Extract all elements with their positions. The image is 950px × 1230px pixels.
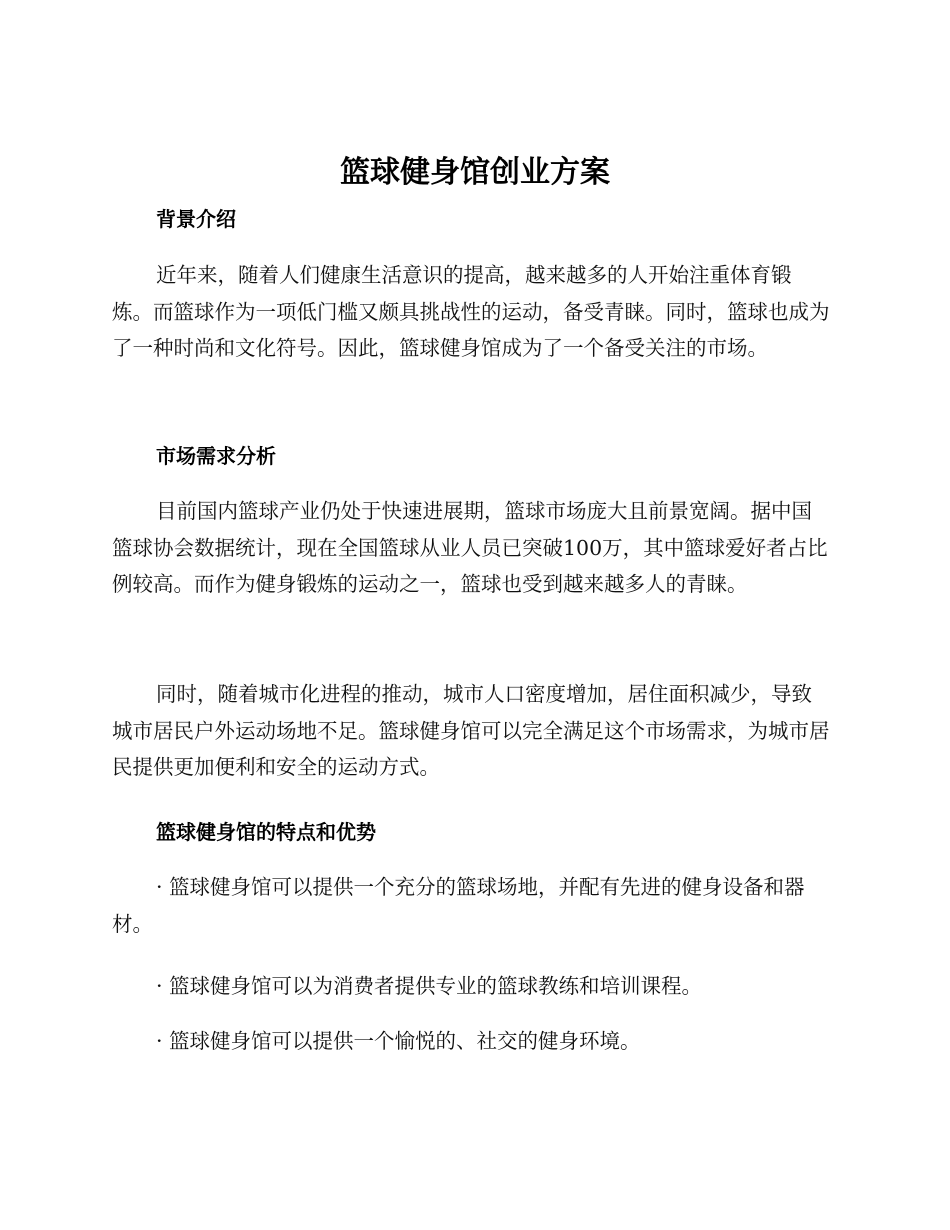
paragraph-market-2: 同时，随着城市化进程的推动，城市人口密度增加，居住面积减少，导致城市居民户外运动场地不足。篮球健身馆可以完全满足这个市场需求，为城市居民提供更加便利和安全的运动方式。 — [112, 682, 830, 779]
bullet-item-venue: · 篮球健身馆可以提供一个充分的篮球场地，并配有先进的健身设备和器材。 — [112, 875, 805, 936]
paragraph-market-1: 目前国内篮球产业仍处于快速进展期，篮球市场庞大且前景宽阔。据中国篮球协会数据统计，现在全国篮球从业人员已突破100万，其中篮球爱好者占比例较高。而作为健身锻炼的运动之一，篮球也受到越来越多人的青睐。 — [112, 499, 828, 596]
paragraph-background: 近年来，随着人们健康生活意识的提高，越来越多的人开始注重体育锻炼。而篮球作为一项低门槛又颇具挑战性的运动，备受青睐。同时，篮球也成为了一种时尚和文化符号。因此，篮球健身馆成为了一个备受关注的市场。 — [112, 263, 830, 360]
bullet-item-coaching: · 篮球健身馆可以为消费者提供专业的篮球教练和培训课程。 — [156, 974, 703, 998]
document-title: 篮球健身馆创业方案 — [340, 155, 610, 190]
section-heading-features: 篮球健身馆的特点和优势 — [156, 820, 376, 844]
section-heading-market-analysis: 市场需求分析 — [156, 444, 276, 468]
section-heading-background: 背景介绍 — [156, 207, 236, 231]
bullet-item-environment: · 篮球健身馆可以提供一个愉悦的、社交的健身环境。 — [156, 1029, 641, 1053]
